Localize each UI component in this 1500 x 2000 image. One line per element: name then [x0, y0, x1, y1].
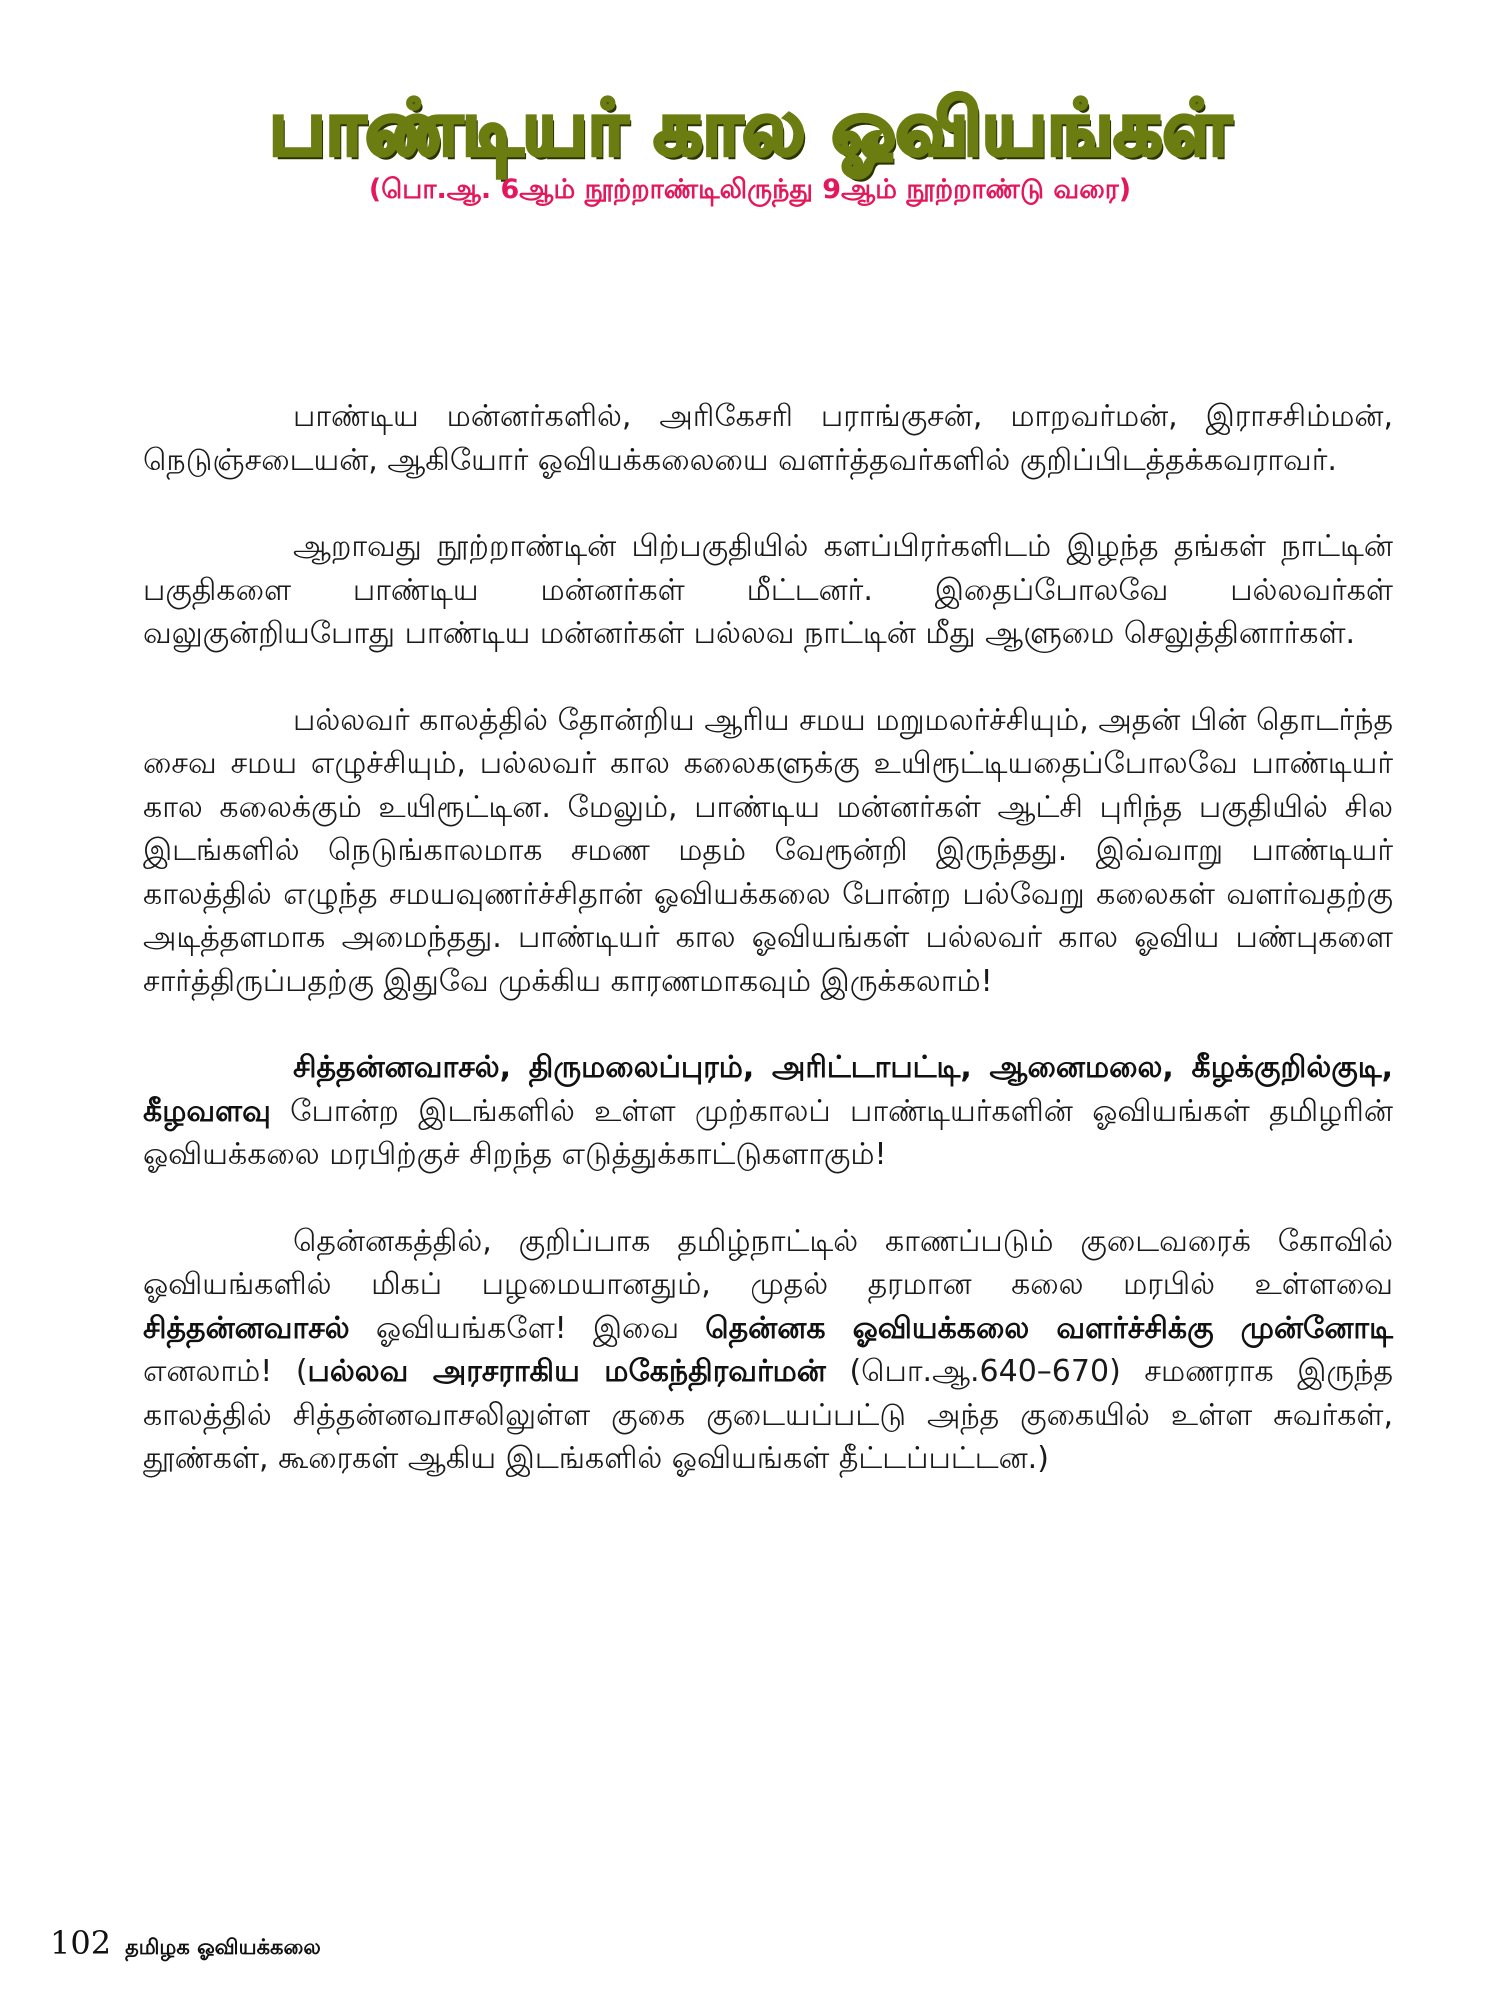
paragraph-5-bold-2: தென்னக ஓவியக்கலை வளர்ச்சிக்கு முன்னோடி: [705, 1310, 1393, 1346]
paragraph-4: [143, 1046, 1393, 1177]
paragraph-1-text: பாண்டிய மன்னர்களில், அரிகேசரி பராங்குசன், மாறவர்மன், இராசசிம்மன், நெடுஞ்சடையன், ஆகியோர் ஓவியக்கலையை வளர்த்தவர்களில் குறிப்பிடத்தக்கவராவர்.: [143, 399, 1393, 478]
book-title: தமிழக ஓவியக்கலை: [125, 1935, 321, 1959]
paragraph-1: [143, 395, 1393, 482]
paragraph-5-text-4: (பொ.ஆ.640–670) சமணராக இருந்த காலத்தில் சித்தன்னவாசலிலுள்ள குகை குடையப்பட்டு அந்த குகையில் உள்ள சுவர்கள், தூண்கள், கூரைகள் ஆகிய இடங்களில் ஓவியங்கள் தீட்டப்பட்டன.): [143, 1354, 1394, 1476]
paragraph-5-bold-3: பல்லவ அரசராகிய மகேந்திரவர்மன்: [307, 1354, 826, 1389]
paragraph-5-text-3: எனலாம்! (: [143, 1354, 308, 1389]
paragraph-5-text-1: தென்னகத்தில், குறிப்பாக தமிழ்நாட்டில் காணப்படும் குடைவரைக் கோவில் ஓவியங்களில் மிகப் பழமையானதும், முதல் தரமான கலை மரபில் உள்ளவை: [143, 1223, 1393, 1302]
paragraph-3: [143, 699, 1393, 1004]
page-number: 102: [50, 1924, 112, 1962]
page-subtitle: (பொ.ஆ. 6ஆம் நூற்றாண்டிலிருந்து 9ஆம் நூற்றாண்டு வரை): [368, 174, 1132, 205]
paragraph-2-text: ஆறாவது நூற்றாண்டின் பிற்பகுதியில் களப்பிரர்களிடம் இழந்த தங்கள் நாட்டின் பகுதிகளை பாண்டிய மன்னர்கள் மீட்டனர். இதைப்போலவே பல்லவர்கள் வலுகுன்றியபோது பாண்டிய மன்னர்கள் பல்லவ நாட்டின் மீது ஆளுமை செலுத்தினார்கள்.: [143, 529, 1393, 651]
paragraph-5-bold-1: சித்தன்னவாசல்: [143, 1310, 350, 1346]
paragraph-5-text-2: ஓவியங்களே! இவை: [349, 1310, 706, 1346]
paragraph-5: [143, 1220, 1393, 1481]
paragraph-3-text: பல்லவர் காலத்தில் தோன்றிய ஆரிய சமய மறுமலர்ச்சியும், அதன் பின் தொடர்ந்த சைவ சமய எழுச்சியும், பல்லவர் கால கலைகளுக்கு உயிரூட்டியதைப்போலவே பாண்டியர் கால கலைக்கும் உயிரூட்டின. மேலும், பாண்டிய மன்னர்கள் ஆட்சி புரிந்த பகுதியில் சில இடங்களில் நெடுங்காலமாக சமண மதம் வேரூன்றி இருந்தது. இவ்வாறு பாண்டியர் காலத்தில் எழுந்த சமயவுணர்ச்சிதான் ஓவியக்கலை போன்ற பல்வேறு கலைகள் வளர்வதற்கு அடித்தளமாக அமைந்தது. பாண்டியர் கால ஓவியங்கள் பல்லவர் கால ஓவிய பண்புகளை சார்த்திருப்பதற்கு இதுவே முக்கிய காரணமாகவும் இருக்கலாம்!: [143, 702, 1393, 999]
paragraph-4-text: போன்ற இடங்களில் உள்ள முற்காலப் பாண்டியர்களின் ஓவியங்கள் தமிழரின் ஓவியக்கலை மரபிற்குச் சிறந்த எடுத்துக்காட்டுகளாகும்!: [143, 1093, 1393, 1172]
body-text: [143, 395, 1393, 1481]
paragraph-4-bold-places: சித்தன்னவாசல், திருமலைப்புரம், அரிட்டாபட்டி, ஆனைமலை, கீழக்குறில்குடி, கீழவளவு: [143, 1050, 1393, 1129]
paragraph-2: [143, 525, 1393, 656]
page-footer: [50, 1924, 321, 1962]
page-title: பாண்டியர் கால ஓவியங்கள்: [269, 83, 1231, 172]
